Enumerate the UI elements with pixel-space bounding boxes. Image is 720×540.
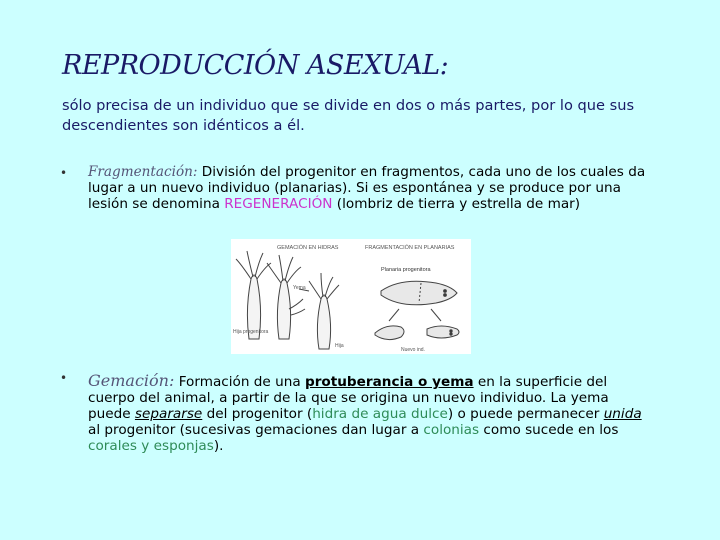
label-daughter: Hija — [335, 343, 344, 349]
label-daughter-parent: Hija progenitora — [233, 329, 269, 335]
reproduction-illustration — [231, 239, 471, 354]
separate-term: separarse — [134, 406, 203, 422]
label-parent-planaria: Planaria progenitora — [381, 267, 431, 273]
item-fragmentation — [88, 164, 653, 212]
page-title: REPRODUCCIÓN ASEXUAL: — [62, 50, 449, 81]
fragmentation-text-1: División del progenitor en fragmentos, cada uno de los cuales da lugar a un nuevo individuo (planarias). Si es espontánea y se produce por una lesión se denomina — [88, 164, 646, 212]
budding-text-3: del progenitor ( — [202, 406, 313, 422]
budding-text-1: Formación de una — [174, 374, 305, 390]
fragmentation-text-2: (lombriz de tierra y estrella de mar) — [332, 196, 581, 212]
term-fragmentation: Fragmentación: — [88, 164, 198, 180]
joined-term: unida — [603, 406, 642, 422]
budding-text-7: ). — [213, 438, 224, 454]
bullet-budding: • — [60, 371, 68, 385]
label-fragmentation: FRAGMENTACIÓN EN PLANARIAS — [365, 245, 455, 251]
corals-sponges-highlight: corales y esponjas — [88, 438, 214, 454]
label-budding: GEMACIÓN EN HIDRAS — [277, 245, 339, 251]
illustration-svg — [231, 239, 471, 354]
budding-text-5: al progenitor (sucesivas gemaciones dan lugar a — [88, 422, 424, 438]
budding-text-4: ) o puede permanecer — [447, 406, 604, 422]
planaria-drawing — [375, 281, 459, 339]
label-bud: Yema — [293, 285, 306, 291]
term-budding: Gemación: — [88, 371, 175, 390]
budding-text-2: en la superficie del cuerpo del animal, a partir de la que se origina un nuevo individuo. La yema puede — [88, 374, 609, 422]
freshwater-hydra-highlight: hidra de agua dulce — [312, 406, 448, 422]
bud-term: protuberancia o yema — [304, 374, 474, 390]
regeneration-highlight: REGENERACIÓN — [224, 196, 333, 212]
budding-text-6: como sucede en los — [479, 422, 619, 438]
bullet-fragmentation: • — [60, 166, 68, 180]
colonies-highlight: colonias — [423, 422, 480, 438]
item-budding — [88, 373, 653, 454]
label-new-individual: Nuevo ind. — [401, 347, 425, 353]
intro-text: sólo precisa de un individuo que se divide en dos o más partes, por lo que sus descendientes son idénticos a él. — [62, 97, 635, 134]
